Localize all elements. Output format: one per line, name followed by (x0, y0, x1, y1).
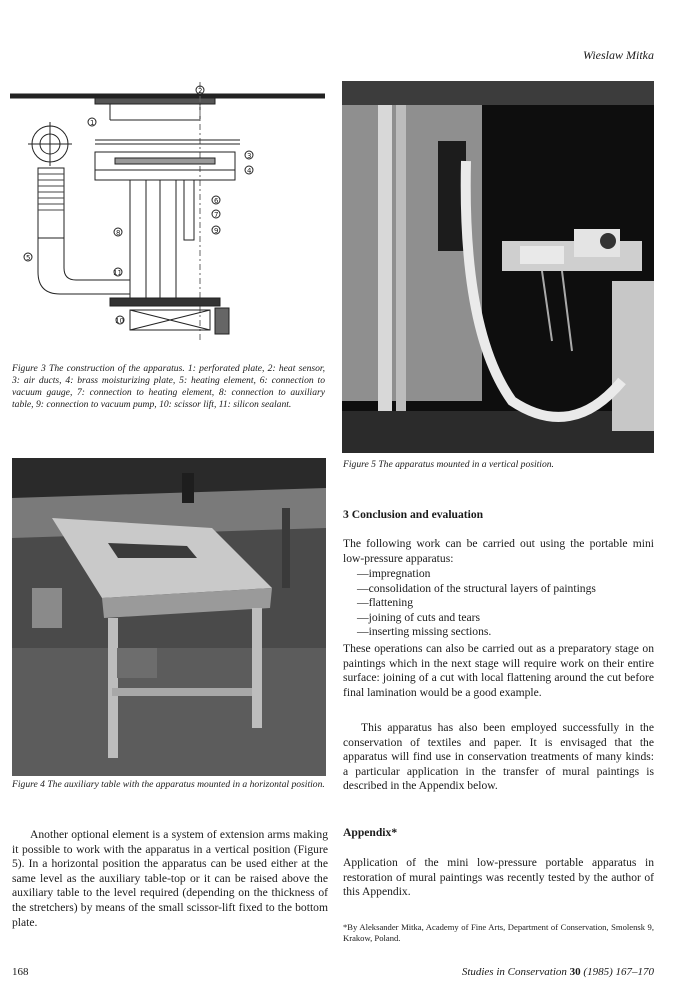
callout-2: 2 (198, 87, 203, 95)
journal-citation (462, 966, 654, 978)
figure-5-photo (342, 81, 654, 453)
section-3-paragraph-1: These operations can also be carried out as a preparatory stage on paintings which in the next stage will require work on their entire surface: joining of a cut with local flattening around the cut before final lamination would be a good example. (343, 642, 654, 699)
callout-6: 6 (214, 197, 219, 205)
figure-3-drawing (10, 82, 325, 362)
left-column-text (12, 828, 328, 930)
callout-1: 1 (90, 119, 95, 127)
list-item: —inserting missing sections. (357, 625, 492, 639)
callout-10: 10 (115, 317, 124, 325)
list-item: —joining of cuts and tears (357, 610, 480, 624)
appendix-text: Application of the mini low-pressure portable apparatus in restoration of mural paintings was recently tested by the author of this Appendix. (343, 856, 654, 899)
section-3-intro: The following work can be carried out using the portable mini low-pressure apparatus: (343, 537, 654, 565)
list-item: —impregnation (357, 567, 431, 580)
section-3-heading: 3 Conclusion and evaluation (343, 508, 484, 521)
list-item: —flattening (357, 596, 414, 610)
work-list (343, 567, 654, 640)
callout-9: 9 (214, 227, 219, 235)
figure-3-caption: Figure 3 The construction of the apparatus. 1: perforated plate, 2: heat sensor, 3: air ducts, 4: brass moisturizing plate, 5: heating element, 6: connection to vacuum gauge, 7: connection to heating element, 8: connection to auxiliary table, 9: connection to vacuum pump, 10: scissor lift, 11: silicon sealant. (12, 363, 325, 410)
figure-4-caption: Figure 4 The auxiliary table with the apparatus mounted in a horizontal position. (12, 779, 325, 790)
appendix-footnote: *By Aleksander Mitka, Academy of Fine Arts, Department of Conservation, Smolensk 9, Krakow, Poland. (343, 922, 654, 943)
running-head: Wieslaw Mitka (583, 48, 654, 62)
journal-name: Studies in Conservation (461, 966, 567, 978)
extension-arms-paragraph: Another optional element is a system of extension arms making it possible to work with the apparatus in a vertical position (Figure 5). In a horizontal position the apparatus can be used either at the same level as the auxiliary table-top or it can be raised above the auxiliary table to the level required (depending on the thickness of the stretchers) by means of the small scissor-lift fixed to the bottom plate. (12, 828, 328, 929)
callout-7: 7 (214, 211, 219, 219)
callout-3: 3 (247, 152, 252, 160)
callout-11: 11 (113, 269, 122, 277)
callout-8: 8 (116, 229, 121, 237)
figure-5-caption: Figure 5 The apparatus mounted in a vertical position. (343, 459, 554, 470)
callout-4: 4 (247, 167, 252, 175)
journal-issue-info: (1985) 167–170 (583, 966, 654, 978)
list-item: —consolidation of the structural layers of paintings (357, 581, 596, 595)
callout-5: 5 (26, 254, 31, 262)
figure-4-photo (12, 458, 326, 776)
appendix-heading: Appendix* (343, 826, 398, 839)
page-number: 168 (12, 966, 29, 978)
journal-volume: 30 (569, 966, 581, 978)
section-3-paragraph-2: This apparatus has also been employed successfully in the conservation of textiles and paper. It is envisaged that the apparatus will find use in conservation treatments of many kinds: a particular application in the transfer of mural paintings is described in the Appendix below. (343, 721, 654, 793)
